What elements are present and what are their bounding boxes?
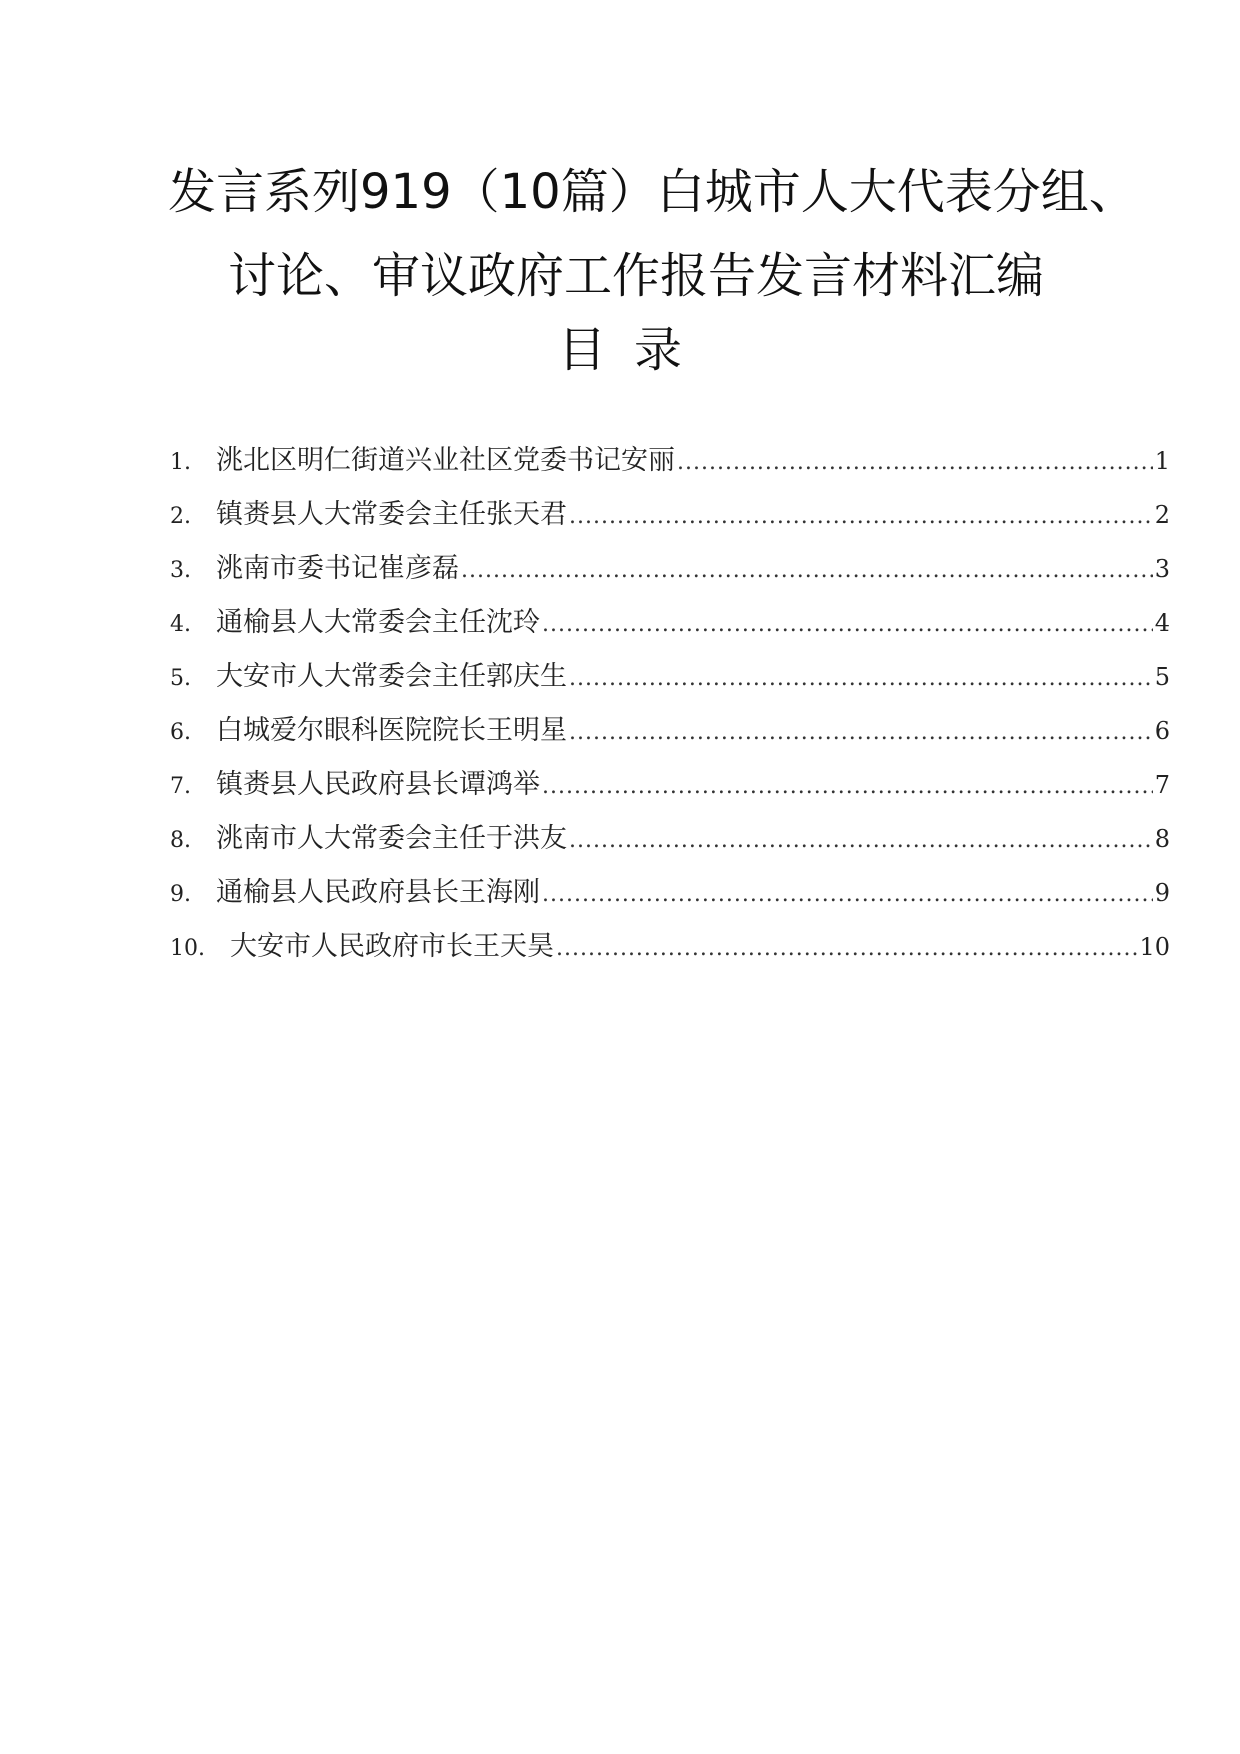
toc-item[interactable]	[170, 870, 1170, 924]
toc-heading: 目录	[557, 322, 710, 378]
toc-item[interactable]	[170, 438, 1170, 492]
toc-item-label: 大安市人大常委会主任郭庆生	[216, 661, 567, 692]
toc-item-page: 2	[1154, 501, 1170, 529]
toc-dot-leader	[569, 828, 1153, 853]
toc-item[interactable]	[170, 816, 1170, 870]
toc-item-number: 6.	[170, 720, 191, 745]
title-line-2: 讨论、审议政府工作报告发言材料汇编	[228, 248, 1045, 304]
toc-dot-leader	[569, 720, 1153, 745]
toc-item[interactable]	[170, 492, 1170, 546]
toc-item-number: 1.	[170, 450, 191, 475]
toc-item-page: 10	[1139, 933, 1170, 961]
toc-item[interactable]	[170, 708, 1170, 762]
toc-item-label: 洮南市委书记崔彦磊	[216, 553, 459, 584]
toc-item-page: 5	[1154, 663, 1170, 691]
toc-item-page: 1	[1154, 447, 1170, 475]
toc-dot-leader	[569, 504, 1153, 529]
toc-item[interactable]	[170, 924, 1170, 978]
toc-dot-leader	[542, 774, 1153, 799]
toc-dot-leader	[677, 450, 1153, 475]
toc-item-label: 洮南市人大常委会主任于洪友	[216, 823, 567, 854]
toc-item[interactable]	[170, 762, 1170, 816]
toc-item-number: 7.	[170, 774, 191, 799]
toc-item[interactable]	[170, 546, 1170, 600]
toc-item[interactable]	[170, 600, 1170, 654]
toc-dot-leader	[542, 882, 1153, 907]
toc-item-page: 4	[1154, 609, 1170, 637]
toc-item-page: 9	[1154, 879, 1170, 907]
title-line-1: 发言系列919（10篇）白城市人大代表分组、	[168, 164, 1137, 220]
toc-item-label: 镇赉县人大常委会主任张天君	[216, 499, 567, 530]
toc-item-number: 2.	[170, 504, 191, 529]
toc-item-number: 3.	[170, 558, 191, 583]
toc-dot-leader	[569, 666, 1153, 691]
toc-item[interactable]	[170, 654, 1170, 708]
toc-item-page: 8	[1154, 825, 1170, 853]
toc-item-page: 6	[1154, 717, 1170, 745]
toc-item-page: 7	[1154, 771, 1170, 799]
toc-item-number: 8.	[170, 828, 191, 853]
toc-item-number: 9.	[170, 882, 191, 907]
toc-item-number: 4.	[170, 612, 191, 637]
toc-item-number: 5.	[170, 666, 191, 691]
toc-dot-leader	[461, 558, 1153, 583]
toc-item-label: 大安市人民政府市长王天昊	[230, 931, 554, 962]
toc-item-label: 通榆县人大常委会主任沈玲	[216, 607, 540, 638]
table-of-contents	[170, 438, 1170, 978]
toc-item-label: 通榆县人民政府县长王海刚	[216, 877, 540, 908]
toc-dot-leader	[556, 936, 1137, 961]
toc-item-page: 3	[1154, 555, 1170, 583]
toc-item-number: 10.	[170, 936, 205, 961]
toc-item-label: 镇赉县人民政府县长谭鸿举	[216, 769, 540, 800]
toc-item-label: 白城爱尔眼科医院院长王明星	[216, 715, 567, 746]
toc-dot-leader	[542, 612, 1153, 637]
toc-item-label: 洮北区明仁街道兴业社区党委书记安丽	[216, 445, 675, 476]
